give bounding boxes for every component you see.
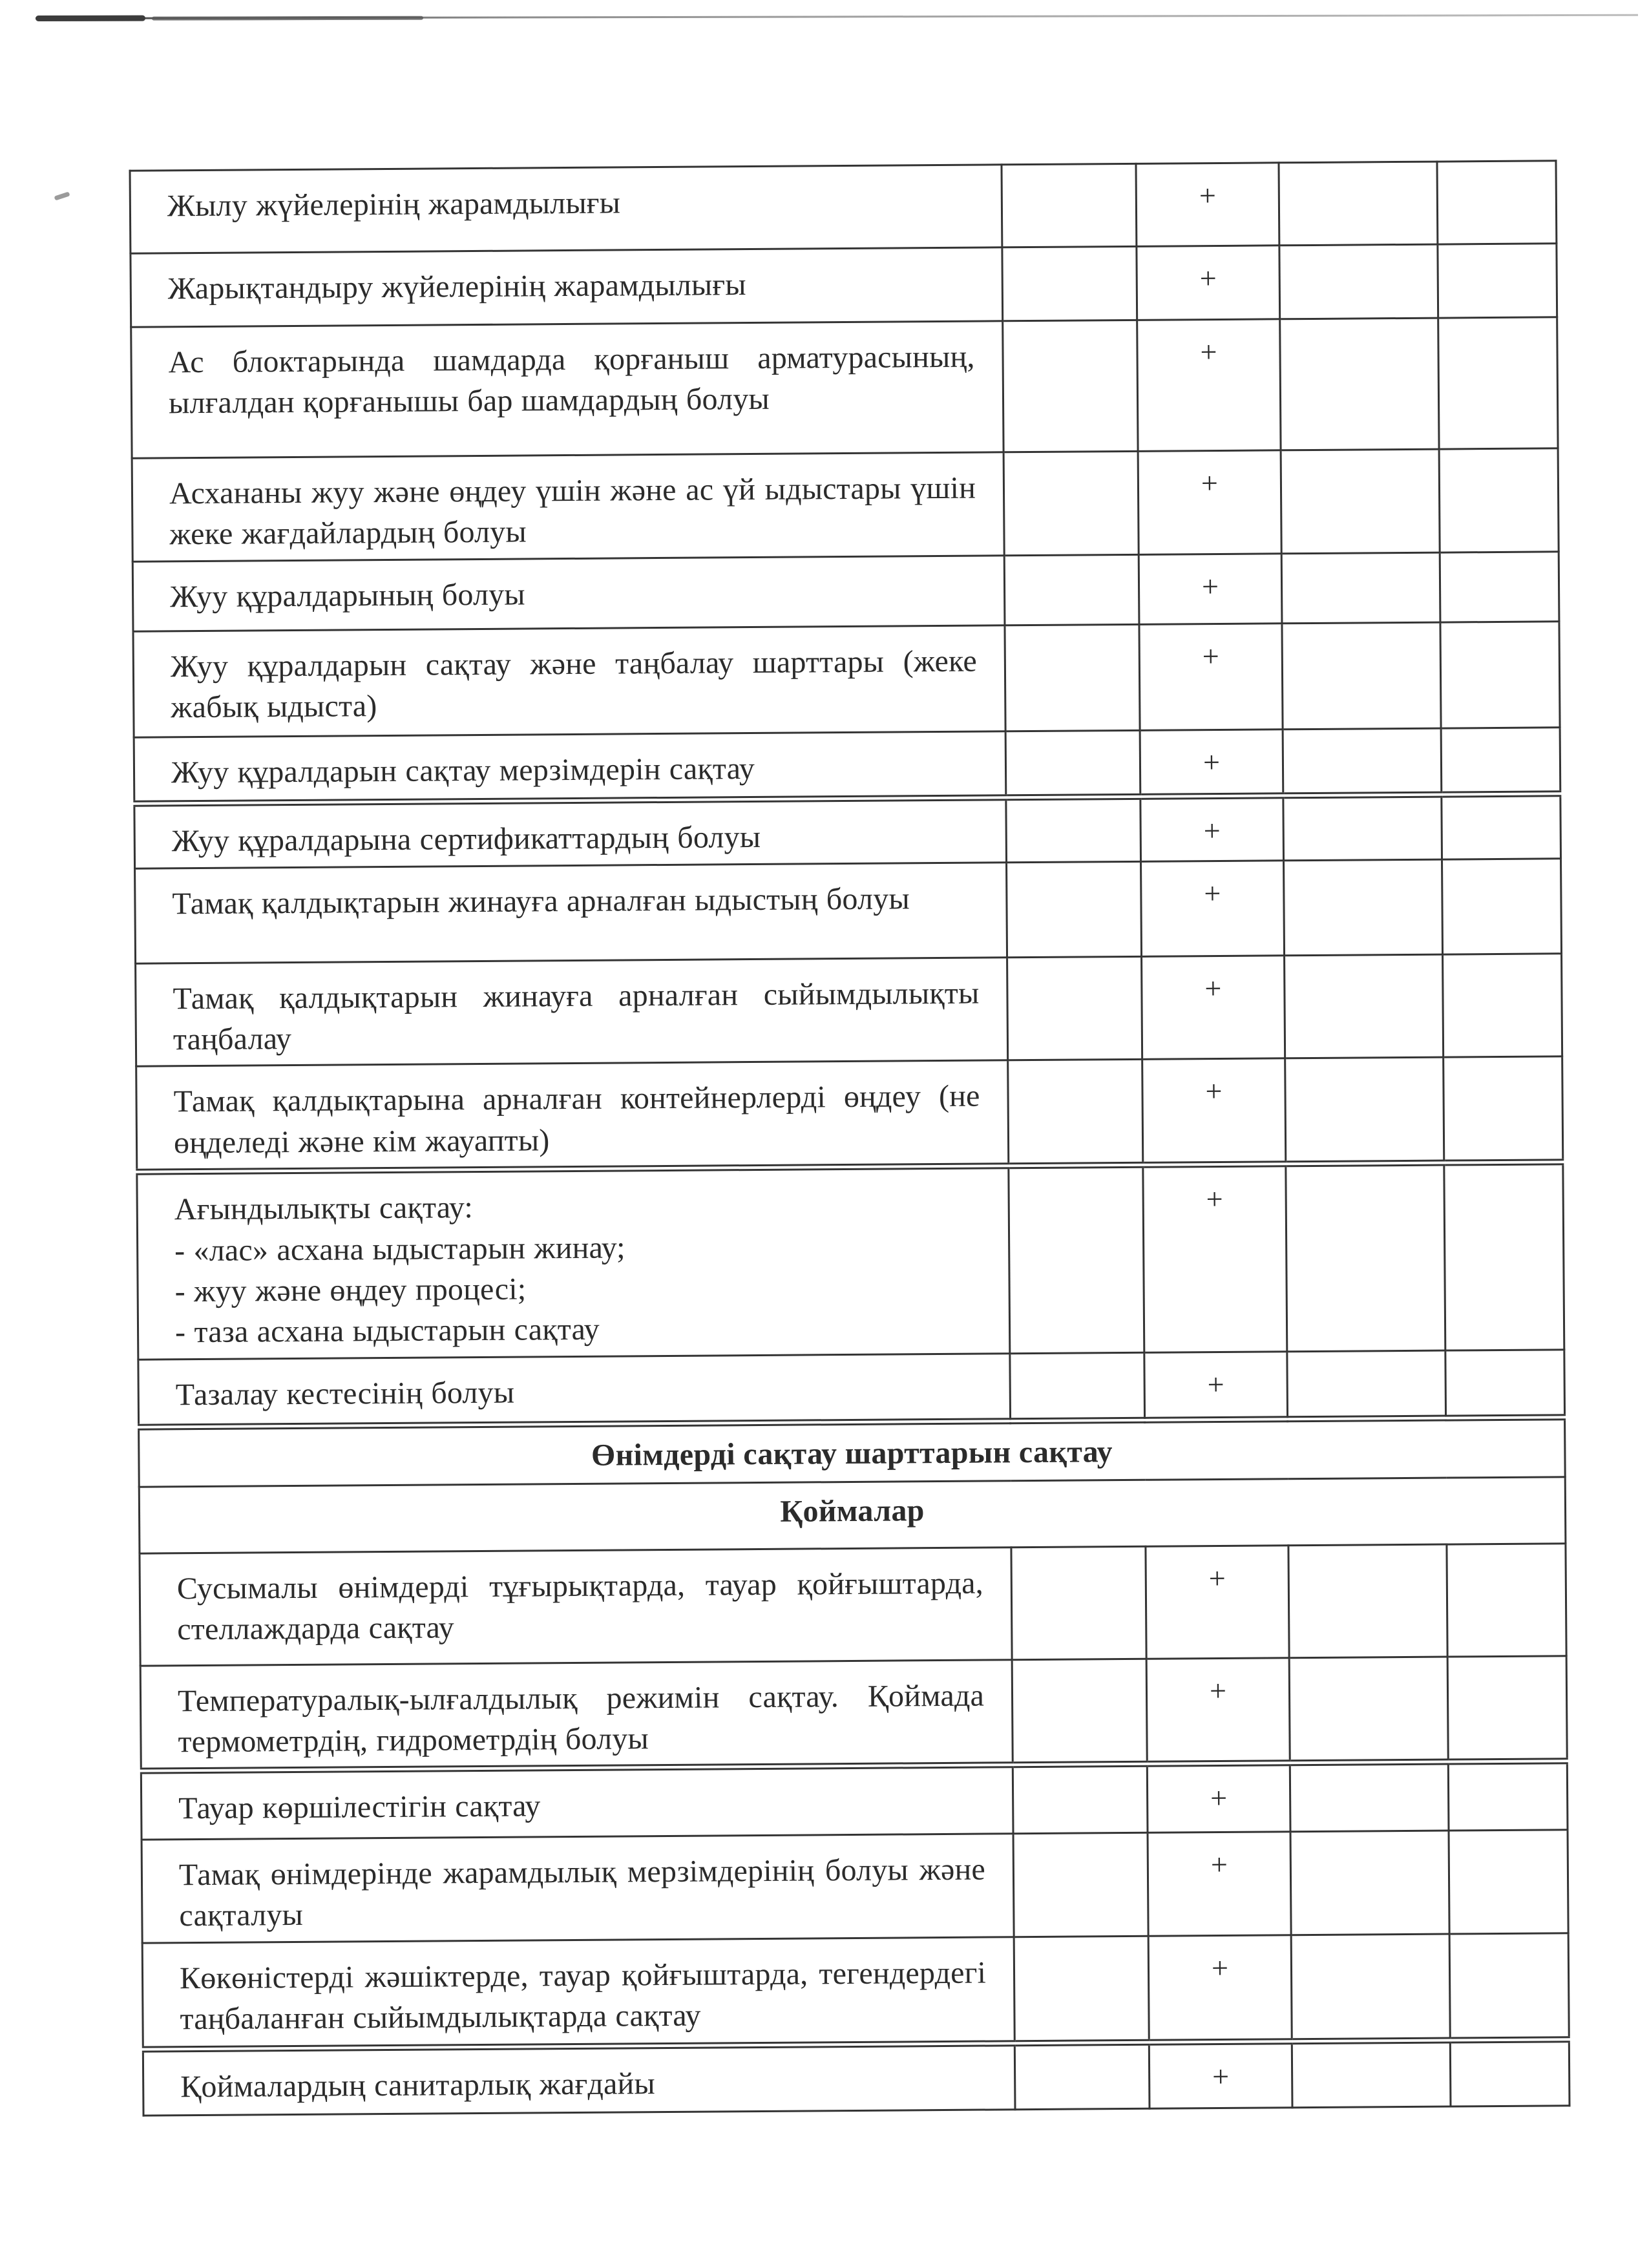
- plus-mark: +: [1211, 1951, 1229, 1984]
- status-cell-3: [1279, 162, 1438, 246]
- criterion-row: [141, 1761, 1568, 1840]
- status-cell-4: [1442, 794, 1561, 859]
- criterion-cell: Жылу жүйелерінің жарамдылығы: [130, 165, 1002, 253]
- status-cell-2: [1147, 1763, 1290, 1833]
- status-cell-4: [1437, 161, 1557, 244]
- status-cell-3: [1281, 552, 1440, 624]
- status-cell-4: [1449, 1933, 1569, 2040]
- status-cell-2: [1142, 956, 1285, 1060]
- criterion-cell: Жуу құралдарын сақтау мерзімдерін сақтау: [134, 731, 1006, 804]
- status-cell-4: [1444, 1162, 1564, 1350]
- plus-mark: +: [1202, 639, 1219, 673]
- status-cell-1: [1003, 451, 1139, 555]
- plus-mark: +: [1208, 1561, 1226, 1595]
- status-cell-1: [1002, 163, 1137, 247]
- status-cell-2: [1143, 1164, 1287, 1352]
- status-cell-3: [1287, 1350, 1446, 1420]
- status-cell-2: [1141, 861, 1285, 957]
- criterion-cell: Ас блоктарында шамдарда қорғаныш арматурасының, ылғалдан қорғанышы бар шамдардың болуы: [131, 321, 1003, 458]
- criterion-row: [140, 1543, 1566, 1665]
- criterion-row: [134, 794, 1561, 868]
- plus-mark: +: [1209, 1674, 1227, 1707]
- status-cell-2: [1140, 730, 1283, 797]
- status-cell-1: [1005, 624, 1140, 731]
- status-cell-4: [1447, 1543, 1566, 1656]
- status-cell-3: [1291, 1934, 1450, 2042]
- criterion-line: - жуу және өңдеу процесі;: [174, 1272, 527, 1309]
- status-cell-4: [1448, 1761, 1568, 1831]
- status-cell-1: [1013, 1832, 1148, 1937]
- scan-artifact-smudge: [36, 16, 145, 21]
- scan-artifact-margin-tick: [54, 191, 70, 200]
- status-cell-3: [1285, 1058, 1444, 1164]
- status-cell-3: [1282, 622, 1441, 730]
- criterion-row: [143, 2039, 1570, 2115]
- status-cell-4: [1441, 728, 1560, 795]
- status-cell-4: [1438, 244, 1557, 318]
- criterion-line: - таза асхана ыдыстарын сақтау: [174, 1312, 600, 1350]
- criterion-row: [131, 244, 1557, 327]
- status-cell-1: [1013, 1764, 1148, 1833]
- status-cell-4: [1442, 859, 1562, 954]
- criterion-cell: [137, 1166, 1010, 1359]
- criterion-row: [130, 161, 1557, 253]
- status-cell-2: [1148, 1832, 1291, 1936]
- status-cell-4: [1444, 1056, 1563, 1162]
- status-cell-4: [1450, 2039, 1570, 2106]
- criterion-row: [142, 1933, 1569, 2049]
- plus-mark: +: [1212, 2059, 1230, 2094]
- criterion-cell: Тамақ қалдықтарына арналған контейнерлерді өңдеу (не өңделеді және кім жауапты): [136, 1060, 1009, 1172]
- criterion-cell: Жарықтандыру жүйелерінің жарамдылығы: [131, 247, 1003, 327]
- status-cell-1: [1014, 2042, 1150, 2109]
- status-cell-4: [1440, 552, 1559, 622]
- status-cell-1: [1011, 1546, 1146, 1659]
- criterion-row: [135, 859, 1562, 963]
- status-cell-4: [1439, 448, 1559, 552]
- plus-mark: +: [1203, 814, 1221, 848]
- status-cell-2: [1144, 1351, 1288, 1420]
- status-cell-2: [1146, 1657, 1290, 1764]
- status-cell-3: [1289, 1657, 1448, 1763]
- status-cell-3: [1286, 1163, 1445, 1352]
- criterion-row: [138, 1349, 1565, 1427]
- criterion-cell: Асхананы жуу және өңдеу үшін және ас үй ыдыстары үшін жеке жағдайлардың болуы: [132, 452, 1004, 562]
- inspection-checklist-table: [129, 160, 1571, 2116]
- plus-mark: +: [1207, 1367, 1224, 1401]
- criterion-row: [142, 1830, 1568, 1943]
- criterion-row: [136, 954, 1562, 1067]
- status-cell-2: [1140, 796, 1284, 862]
- status-cell-3: [1280, 318, 1439, 450]
- status-cell-1: [1008, 1060, 1143, 1166]
- status-cell-3: [1281, 449, 1440, 553]
- plus-mark: +: [1199, 261, 1217, 295]
- status-cell-3: [1290, 1831, 1449, 1935]
- status-cell-1: [1009, 1165, 1144, 1353]
- plus-mark: +: [1201, 466, 1219, 500]
- criterion-row: [132, 552, 1559, 631]
- criterion-cell: Тамақ қалдықтарын жинауға арналған сыйымдылықты таңбалау: [136, 958, 1008, 1067]
- plus-mark: +: [1200, 335, 1217, 369]
- status-cell-3: [1279, 244, 1438, 319]
- criterion-line: Ағындылықты сақтау:: [174, 1190, 474, 1227]
- status-cell-1: [1006, 797, 1141, 862]
- criterion-row: [131, 317, 1558, 458]
- scan-artifact-streak: [152, 16, 423, 21]
- status-cell-1: [1003, 320, 1138, 452]
- status-cell-3: [1283, 795, 1442, 861]
- plus-mark: +: [1206, 1182, 1223, 1216]
- criterion-row: [133, 622, 1560, 737]
- status-cell-1: [1007, 861, 1142, 957]
- status-cell-1: [1010, 1352, 1145, 1421]
- status-cell-2: [1142, 1058, 1286, 1165]
- status-cell-2: [1139, 554, 1282, 625]
- plus-mark: +: [1205, 1075, 1223, 1108]
- status-cell-1: [1004, 554, 1139, 625]
- criterion-cell: Тазалау кестесінің болуы: [138, 1353, 1011, 1427]
- status-cell-2: [1138, 450, 1281, 554]
- plus-mark: +: [1203, 745, 1221, 779]
- status-cell-2: [1137, 319, 1281, 452]
- plus-mark: +: [1199, 178, 1216, 213]
- criterion-cell: Қоймалардың санитарлық жағдайы: [143, 2043, 1015, 2115]
- criterion-row: [137, 1162, 1564, 1359]
- section-header-row: [139, 1476, 1566, 1553]
- table-container: [129, 160, 1569, 2116]
- plus-mark: +: [1201, 569, 1219, 603]
- section-header-row: [139, 1417, 1566, 1486]
- status-cell-3: [1284, 859, 1443, 956]
- status-cell-3: [1292, 2041, 1451, 2108]
- status-cell-4: [1443, 954, 1562, 1058]
- status-cell-4: [1449, 1830, 1568, 1934]
- table-body: [130, 161, 1570, 2116]
- status-cell-2: [1139, 624, 1283, 731]
- criterion-cell: Көкөністерді жәшіктерде, тауар қойғыштарда, тегендердегі таңбаланған сыйымдылықтарда сақтау: [142, 1937, 1014, 2049]
- status-cell-1: [1005, 730, 1140, 797]
- section-header-cell: Өнімдерді сақтау шарттарын сақтау: [139, 1417, 1566, 1486]
- status-cell-4: [1447, 1655, 1567, 1761]
- status-cell-1: [1002, 246, 1137, 320]
- status-cell-2: [1146, 1545, 1289, 1659]
- status-cell-3: [1283, 728, 1442, 796]
- plus-mark: +: [1204, 876, 1221, 910]
- status-cell-1: [1007, 956, 1142, 1060]
- criterion-row: [136, 1056, 1563, 1172]
- criterion-cell: Тауар көршілестігін сақтау: [141, 1765, 1013, 1840]
- section-header-cell: Қоймалар: [139, 1476, 1566, 1553]
- criterion-row: [132, 448, 1559, 562]
- plus-mark: +: [1210, 1847, 1228, 1881]
- criterion-cell: Жуу құралдарының болуы: [132, 556, 1005, 631]
- criterion-cell: Тамақ өнімдерінде жарамдылық мерзімдерінің болуы және сақталуы: [142, 1834, 1014, 1943]
- criterion-cell: Жуу құралдарына сертификаттардың болуы: [134, 798, 1007, 868]
- criterion-cell: Жуу құралдарын сақтау және таңбалау шарттары (жеке жабық ыдыста): [133, 625, 1005, 737]
- status-cell-2: [1136, 163, 1279, 247]
- criterion-row: [140, 1655, 1567, 1771]
- status-cell-4: [1438, 317, 1558, 449]
- scan-artifact-top-line: [36, 11, 1638, 21]
- status-cell-4: [1440, 622, 1560, 728]
- status-cell-4: [1445, 1349, 1565, 1418]
- status-cell-2: [1137, 246, 1280, 320]
- criterion-cell: Температуралық-ылғалдылық режимін сақтау. Қоймада термометрдің, гидрометрдің болуы: [140, 1659, 1013, 1771]
- plus-mark: +: [1204, 971, 1222, 1005]
- status-cell-3: [1288, 1544, 1447, 1658]
- status-cell-3: [1285, 954, 1444, 1058]
- status-cell-1: [1012, 1659, 1147, 1765]
- status-cell-1: [1014, 1936, 1149, 2043]
- criterion-row: [134, 728, 1560, 804]
- criterion-cell: Сусымалы өнімдерді тұғырықтарда, тауар қойғыштарда, стеллаждарда сақтау: [140, 1547, 1012, 1665]
- criterion-cell: Тамақ қалдықтарын жинауға арналған ыдыстың болуы: [135, 863, 1007, 963]
- status-cell-2: [1149, 2041, 1292, 2108]
- status-cell-3: [1290, 1762, 1449, 1832]
- criterion-line: - «лас» асхана ыдыстарын жинау;: [174, 1230, 625, 1268]
- plus-mark: +: [1210, 1781, 1228, 1815]
- status-cell-2: [1148, 1935, 1292, 2042]
